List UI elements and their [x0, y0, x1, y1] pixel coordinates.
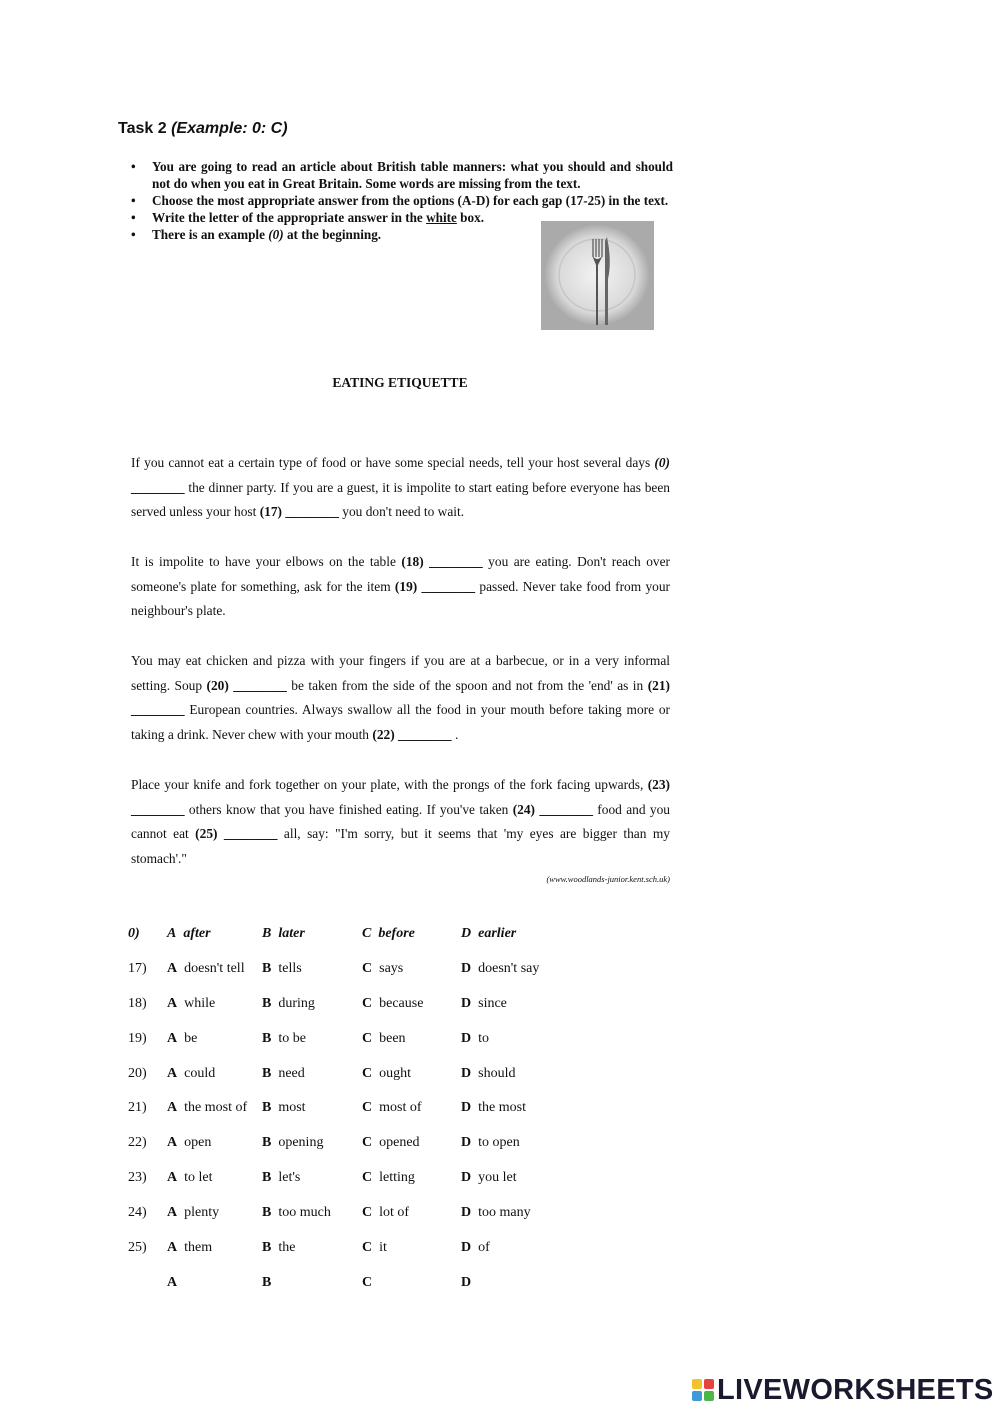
article-title: EATING ETIQUETTE: [332, 375, 468, 390]
liveworksheets-logo[interactable]: [692, 1373, 994, 1407]
option-a: A be: [167, 1030, 198, 1046]
gap-20: (20) ________: [206, 677, 287, 693]
question-number: 25): [128, 1240, 147, 1256]
option-c: C most of: [362, 1100, 422, 1116]
option-d: D: [461, 1274, 472, 1290]
gap-22: (22) ________: [372, 727, 452, 743]
task-label: Task 2: [118, 120, 167, 137]
question-number: 23): [128, 1170, 147, 1186]
gap-21: (21) ________: [131, 677, 670, 718]
option-a: A to let: [167, 1170, 213, 1186]
gap-0: (0) ________: [131, 455, 670, 495]
option-c: C because: [362, 995, 424, 1011]
instruction-item: • Write the letter of the appropriate answer in the white box.: [131, 209, 523, 226]
option-d: D of: [461, 1240, 490, 1256]
option-b: B: [262, 1274, 272, 1290]
option-d: D the most: [461, 1100, 526, 1116]
question-number: 18): [128, 995, 147, 1011]
option-c: C been: [362, 1030, 406, 1046]
option-b: B most: [262, 1100, 306, 1116]
option-a: A plenty: [167, 1205, 220, 1221]
option-d: D you let: [461, 1170, 517, 1186]
option-d: D since: [461, 995, 507, 1011]
option-d: D doesn't say: [461, 960, 540, 976]
question-number: 22): [128, 1135, 147, 1151]
question-number: 20): [128, 1065, 147, 1081]
option-d: D should: [461, 1065, 516, 1081]
question-number: 24): [128, 1205, 147, 1221]
liveworksheets-logo-text: LIVEWORKSHEETS: [717, 1373, 994, 1406]
question-number: 0): [128, 926, 140, 941]
instruction-item: • Choose the most appropriate answer from the options (A-D) for each gap (17-25) in the text.: [131, 192, 673, 209]
option-b: B need: [262, 1065, 305, 1081]
option-b: B too much: [262, 1205, 331, 1221]
option-c: C opened: [362, 1135, 420, 1151]
option-c: C lot of: [362, 1205, 410, 1221]
option-b: B opening: [262, 1135, 324, 1151]
option-d: D too many: [461, 1205, 531, 1221]
source-citation: (www.woodlands-junior.kent.sch.uk): [546, 874, 670, 884]
option-a: A: [167, 1274, 178, 1290]
task-title: [118, 120, 288, 138]
article-paragraph-2: It is impolite to have your elbows on the table (18) ________ you are eating. Don't reach over someone's plate for something, ask for the item (19) ________ passed. Never take food from your neighbour's plate.: [131, 554, 670, 619]
option-b: B later: [262, 926, 305, 941]
question-number: 17): [128, 960, 147, 976]
option-b: B the: [262, 1240, 296, 1256]
option-a: A after: [167, 926, 211, 941]
plate-fork-knife-image: [541, 221, 654, 330]
article-paragraph-4: Place your knife and fork together on your plate, with the prongs of the fork facing upwards, (23) ________ others know that you have finished eating. If you've taken (24) ________ food and you cannot eat (25) ________ all, say: "I'm sorry, but it seems that 'my eyes are bigger than my stomach'.": [131, 777, 670, 867]
option-d: D to: [461, 1030, 490, 1046]
option-c: C before: [362, 926, 415, 941]
option-a: A them: [167, 1240, 213, 1256]
option-c: C letting: [362, 1170, 415, 1186]
option-c: C it: [362, 1240, 387, 1256]
gap-18: (18) ________: [401, 554, 483, 569]
liveworksheets-logo-icon: [692, 1379, 714, 1401]
option-c: C says: [362, 960, 404, 976]
option-a: A could: [167, 1065, 216, 1081]
option-b: B to be: [262, 1030, 306, 1046]
question-number: 21): [128, 1100, 147, 1116]
option-b: B during: [262, 995, 315, 1011]
option-d: D to open: [461, 1135, 520, 1151]
option-a: A open: [167, 1135, 212, 1151]
gap-17: (17) ________: [259, 504, 339, 520]
option-c: C ought: [362, 1065, 412, 1081]
gap-25: (25) ________: [195, 826, 278, 842]
option-c: C: [362, 1274, 373, 1290]
instruction-item: • You are going to read an article about British table manners: what you should and should not do when you eat in Great Britain. Some words are missing from the text.: [131, 158, 673, 192]
task-example: (Example: 0: C): [171, 120, 288, 137]
question-number: 19): [128, 1030, 147, 1046]
option-a: A doesn't tell: [167, 960, 245, 976]
gap-24: (24) ________: [512, 801, 593, 817]
gap-23: (23) ________: [131, 777, 670, 817]
article-paragraph-3: You may eat chicken and pizza with your fingers if you are at a barbecue, or in a very informal setting. Soup (20) ________ be taken from the side of the spoon and not from the 'end' as in (21) ________ European countries. Always swallow all the food in your mouth before taking more or taking a drink. Never chew with your mouth (22) ________ .: [131, 653, 670, 743]
option-a: A the most of: [167, 1100, 248, 1116]
option-d: D earlier: [461, 926, 517, 941]
instruction-item: • There is an example (0) at the beginning.: [131, 226, 523, 243]
option-b: B let's: [262, 1170, 301, 1186]
article-paragraph-1: If you cannot eat a certain type of food or have some special needs, tell your host several days (0) ________ the dinner party. If you are a guest, it is impolite to start eating before everyone has been served unless your host (17) ________ you don't need to wait.: [131, 455, 670, 520]
gap-19: (19) ________: [394, 578, 476, 594]
option-a: A while: [167, 995, 216, 1011]
option-b: B tells: [262, 960, 302, 976]
